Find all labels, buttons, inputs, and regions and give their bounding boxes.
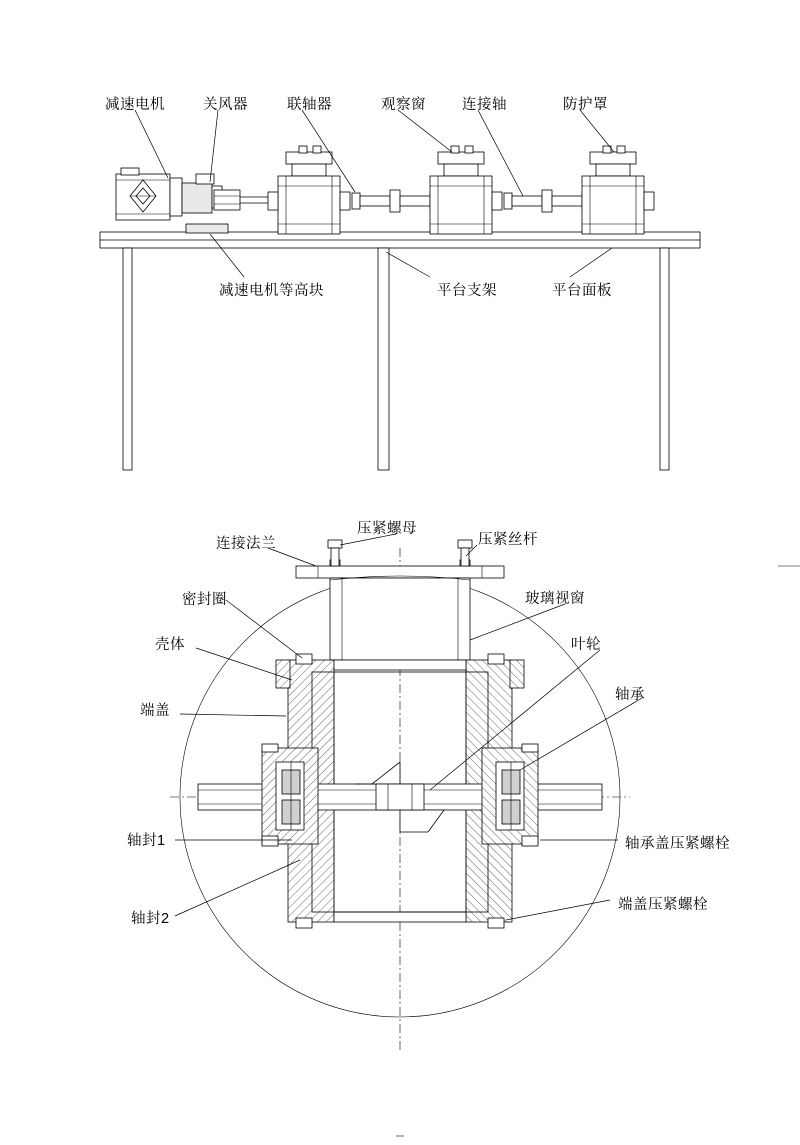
label-shaft-seal-1: 轴封1	[127, 833, 166, 849]
label-observation-window: 观察窗	[381, 97, 426, 113]
bolt	[296, 918, 312, 928]
coupling-graphic-1	[352, 190, 438, 212]
label-connecting-shaft: 连接轴	[462, 97, 507, 113]
label-bearing: 轴承	[615, 687, 645, 703]
label-clamping-screw: 压紧丝杆	[478, 532, 538, 548]
label-reducer-motor: 减速电机	[105, 97, 165, 113]
bolt	[522, 744, 538, 752]
section-detail-graphic	[170, 534, 800, 1136]
label-coupling: 联轴器	[287, 97, 332, 113]
bolt	[488, 918, 504, 928]
label-protective-cover: 防护罩	[563, 97, 608, 113]
label-bearing-cap-bolt: 轴承盖压紧螺栓	[625, 836, 730, 852]
test-unit-2	[430, 146, 502, 234]
bearing-housing-right	[482, 748, 538, 844]
label-glass-window: 玻璃视窗	[525, 591, 585, 607]
bolt	[262, 836, 278, 846]
label-motor-riser-block: 减速电机等高块	[219, 283, 324, 299]
bolt	[522, 836, 538, 846]
bearing-housing-left	[262, 748, 318, 844]
label-platform-frame: 平台支架	[437, 283, 497, 299]
label-end-cover-bolt: 端盖压紧螺栓	[618, 897, 708, 913]
label-impeller: 叶轮	[571, 637, 601, 653]
label-seal-ring: 密封圈	[182, 592, 227, 608]
reducer-motor-graphic	[116, 168, 240, 220]
label-housing: 壳体	[155, 637, 185, 653]
test-unit-3	[582, 146, 654, 234]
bolt	[488, 654, 504, 664]
label-platform-panel: 平台面板	[552, 283, 612, 299]
label-clamping-nut: 压紧螺母	[357, 521, 417, 537]
label-shaft-seal-2: 轴封2	[131, 911, 170, 927]
label-connecting-flange: 连接法兰	[216, 536, 276, 552]
connecting-shaft-graphic	[504, 190, 590, 212]
label-air-shutter: 关风器	[203, 97, 248, 113]
bolt	[262, 744, 278, 752]
test-unit-1	[268, 146, 350, 234]
label-end-cover: 端盖	[140, 703, 170, 719]
